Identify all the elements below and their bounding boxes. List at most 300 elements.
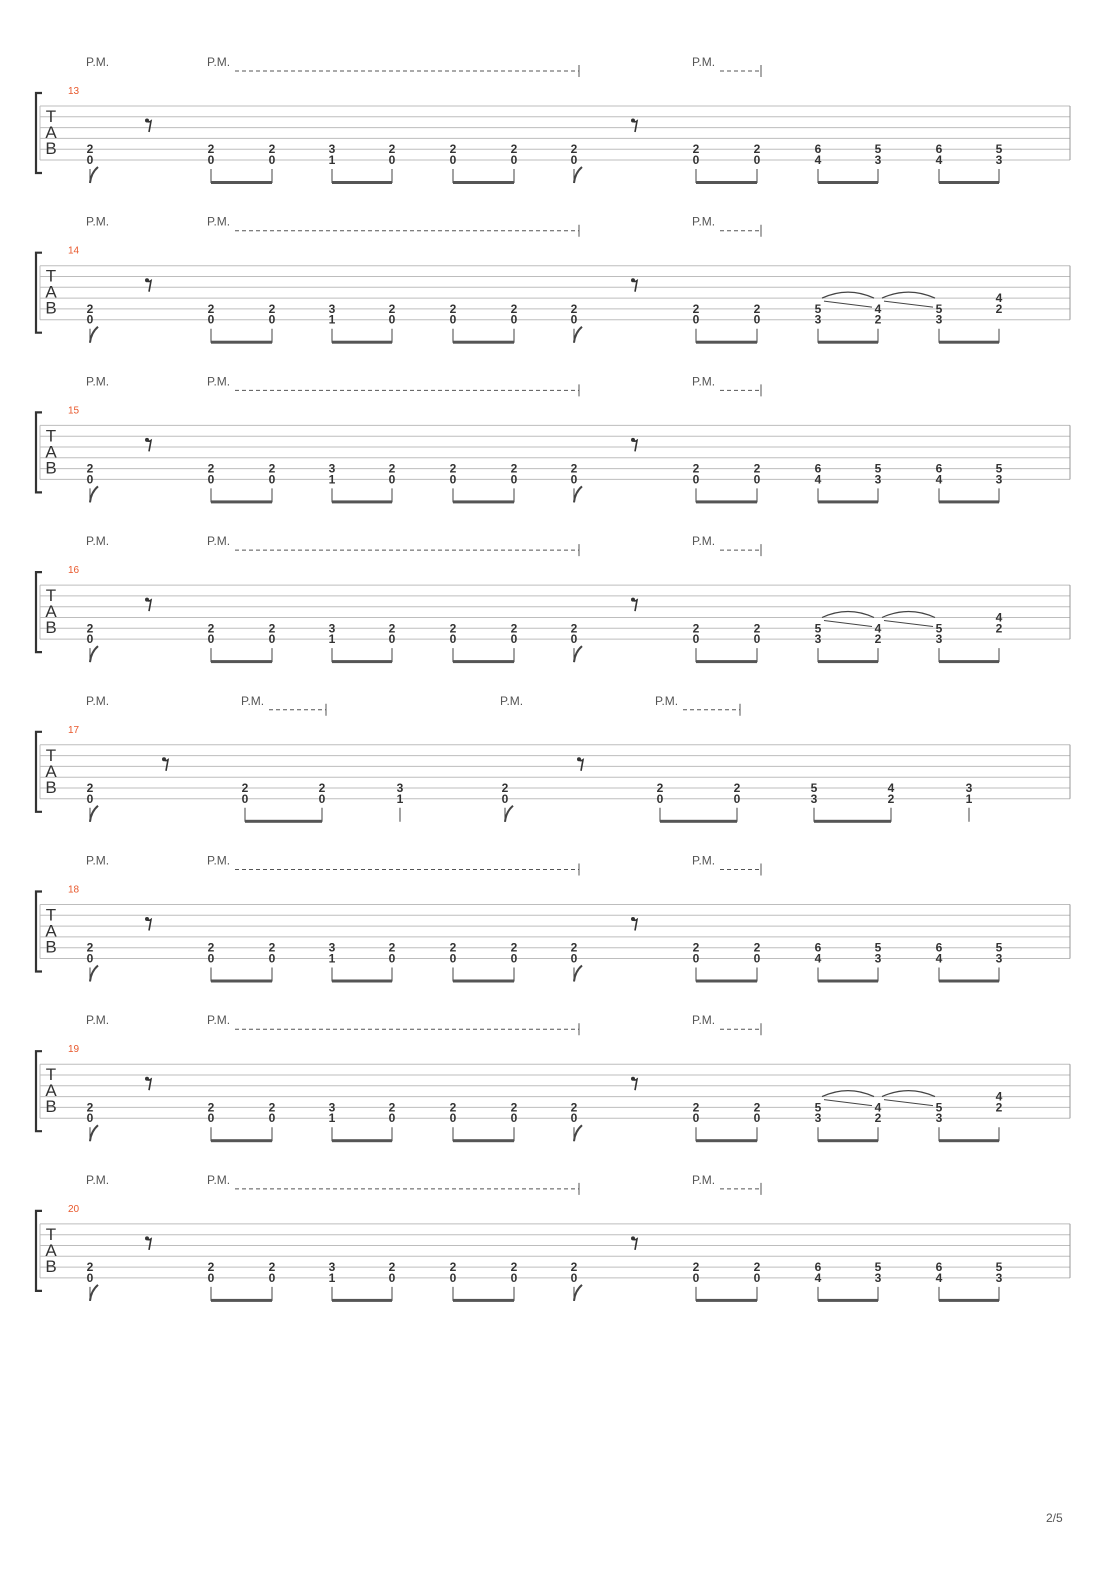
note-beam — [332, 660, 392, 663]
eighth-rest-dot — [145, 917, 149, 921]
fret-number: 2 — [388, 301, 396, 316]
fret-number: 4 — [935, 951, 943, 966]
note-beam — [332, 500, 392, 503]
fret-number: 4 — [814, 153, 822, 167]
tab-clef-letter: A — [45, 1081, 57, 1101]
tab-clef-letter: T — [45, 426, 57, 446]
palm-mute-label: P.M. — [692, 374, 716, 389]
fret-number: 2 — [887, 791, 895, 806]
note-flag — [90, 966, 98, 982]
fret-number: 3 — [328, 1100, 336, 1115]
note-flag — [574, 486, 582, 502]
fret-number: 2 — [449, 461, 457, 476]
fret-number: 0 — [692, 472, 700, 487]
palm-mute-label: P.M. — [655, 693, 679, 708]
fret-number: 2 — [268, 1100, 276, 1115]
fret-number: 3 — [810, 791, 818, 806]
note-beam — [211, 980, 272, 983]
fret-number: 2 — [86, 461, 94, 476]
fret-number: 2 — [268, 142, 276, 157]
fret-number: 0 — [733, 791, 741, 806]
fret-number: 2 — [86, 621, 94, 636]
fret-number: 2 — [692, 142, 700, 157]
fret-number: 2 — [86, 1260, 94, 1275]
eighth-rest-dot — [631, 1077, 635, 1081]
note-beam — [818, 660, 878, 663]
note-beam — [939, 980, 999, 983]
fret-number: 3 — [874, 951, 882, 966]
fret-number: 0 — [86, 312, 94, 327]
fret-number: 2 — [268, 940, 276, 955]
fret-number: 3 — [874, 472, 882, 487]
eighth-rest-dot — [145, 1077, 149, 1081]
tab-clef-letter: T — [45, 905, 57, 925]
note-beam — [696, 341, 757, 344]
fret-number: 2 — [753, 1260, 761, 1275]
palm-mute-label: P.M. — [500, 693, 524, 708]
tab-system-13 — [36, 55, 1070, 184]
note-beam — [814, 820, 891, 823]
palm-mute-label: P.M. — [692, 1013, 716, 1028]
measure-number: 15 — [68, 405, 80, 417]
tab-system-18 — [36, 854, 1070, 983]
fret-number: 0 — [388, 1111, 396, 1126]
palm-mute-label: P.M. — [86, 534, 110, 549]
tab-clef-letter: A — [45, 123, 57, 142]
fret-number: 0 — [510, 1270, 518, 1285]
note-beam — [211, 1299, 272, 1302]
fret-number: 0 — [501, 791, 509, 806]
measure-number: 17 — [68, 724, 80, 736]
fret-number: 2 — [449, 1100, 457, 1115]
measure-number: 19 — [68, 1044, 80, 1056]
fret-number: 3 — [328, 142, 336, 157]
fret-number: 2 — [501, 781, 509, 795]
palm-mute-label: P.M. — [207, 1013, 231, 1028]
palm-mute-label: P.M. — [207, 1172, 231, 1187]
fret-number: 2 — [268, 461, 276, 476]
fret-number: 0 — [207, 632, 215, 647]
fret-number: 3 — [935, 632, 943, 647]
note-beam — [332, 1299, 392, 1302]
note-beam — [696, 660, 757, 663]
fret-number: 3 — [995, 1270, 1003, 1285]
palm-mute-label: P.M. — [692, 534, 716, 549]
fret-number: 3 — [965, 781, 973, 795]
fret-number: 0 — [510, 632, 518, 647]
fret-number: 4 — [814, 1270, 822, 1285]
fret-number: 0 — [86, 1270, 94, 1285]
fret-number: 0 — [692, 632, 700, 647]
fret-number: 0 — [268, 153, 276, 167]
fret-number: 2 — [86, 142, 94, 157]
fret-number: 0 — [207, 1111, 215, 1126]
fret-number: 6 — [935, 461, 943, 476]
measure-number: 16 — [68, 565, 80, 577]
fret-number: 0 — [86, 791, 94, 806]
eighth-rest-dot — [145, 438, 149, 442]
fret-number: 6 — [814, 461, 822, 476]
fret-number: 0 — [570, 951, 578, 966]
fret-number: 0 — [86, 472, 94, 487]
fret-number: 4 — [935, 1270, 943, 1285]
fret-number: 5 — [935, 1100, 943, 1115]
fret-number: 2 — [388, 940, 396, 955]
fret-number: 0 — [268, 1270, 276, 1285]
slide-line — [824, 301, 872, 307]
tab-clef-letter: A — [45, 761, 57, 781]
fret-number: 1 — [328, 632, 336, 647]
fret-number: 2 — [510, 1260, 518, 1275]
fret-number: 2 — [995, 1100, 1003, 1115]
slur-arc — [882, 292, 935, 298]
fret-number: 0 — [753, 1111, 761, 1126]
fret-number: 0 — [753, 632, 761, 647]
note-beam — [696, 181, 757, 184]
note-flag — [574, 966, 582, 982]
eighth-rest-dot — [145, 119, 149, 123]
note-beam — [696, 500, 757, 503]
fret-number: 2 — [570, 301, 578, 316]
fret-number: 0 — [388, 951, 396, 966]
fret-number: 3 — [935, 1111, 943, 1126]
note-beam — [453, 341, 514, 344]
fret-number: 0 — [388, 472, 396, 487]
fret-number: 0 — [510, 472, 518, 487]
palm-mute-label: P.M. — [86, 1172, 110, 1187]
fret-number: 0 — [388, 312, 396, 327]
note-flag — [90, 486, 98, 502]
fret-number: 2 — [753, 1100, 761, 1115]
fret-number: 0 — [692, 312, 700, 327]
slide-line — [884, 1100, 933, 1106]
system-bracket — [36, 412, 42, 492]
palm-mute-label: P.M. — [692, 55, 716, 69]
fret-number: 2 — [510, 621, 518, 636]
fret-number: 0 — [510, 153, 518, 167]
note-beam — [818, 181, 878, 184]
palm-mute-label: P.M. — [207, 534, 231, 549]
fret-number: 2 — [241, 781, 249, 795]
fret-number: 0 — [388, 1270, 396, 1285]
fret-number: 2 — [207, 1100, 215, 1115]
fret-number: 3 — [328, 940, 336, 955]
fret-number: 2 — [570, 1260, 578, 1275]
eighth-rest-dot — [162, 757, 166, 761]
slur-arc — [882, 612, 935, 618]
fret-number: 0 — [753, 951, 761, 966]
palm-mute-label: P.M. — [692, 1172, 716, 1187]
fret-number: 2 — [692, 461, 700, 476]
eighth-rest-dot — [145, 1236, 149, 1240]
note-beam — [939, 1299, 999, 1302]
fret-number: 3 — [935, 312, 943, 327]
palm-mute-label: P.M. — [207, 374, 231, 389]
note-flag — [90, 1125, 98, 1141]
fret-number: 2 — [874, 1111, 882, 1126]
fret-number: 5 — [935, 301, 943, 316]
fret-number: 0 — [388, 632, 396, 647]
page-number: 2/5 — [1046, 1511, 1063, 1525]
fret-number: 2 — [692, 621, 700, 636]
tab-clef-letter: A — [45, 282, 57, 302]
note-beam — [818, 341, 878, 344]
eighth-rest-dot — [577, 757, 581, 761]
note-beam — [939, 660, 999, 663]
slur-arc — [882, 1091, 935, 1097]
fret-number: 3 — [814, 632, 822, 647]
fret-number: 0 — [449, 1111, 457, 1126]
slur-arc — [822, 1091, 874, 1097]
fret-number: 2 — [449, 940, 457, 955]
note-beam — [818, 500, 878, 503]
fret-number: 0 — [449, 312, 457, 327]
fret-number: 5 — [995, 1260, 1003, 1275]
system-bracket — [36, 572, 42, 652]
tab-clef-letter: B — [45, 458, 57, 478]
fret-number: 0 — [86, 153, 94, 167]
fret-number: 2 — [753, 301, 761, 316]
fret-number: 2 — [86, 781, 94, 795]
note-beam — [332, 980, 392, 983]
system-bracket — [36, 892, 42, 972]
palm-mute-label: P.M. — [86, 214, 110, 229]
tab-clef-letter: T — [45, 107, 57, 126]
fret-number: 2 — [449, 301, 457, 316]
note-beam — [939, 341, 999, 344]
fret-number: 6 — [814, 1260, 822, 1275]
system-bracket — [36, 93, 42, 173]
fret-number: 0 — [753, 472, 761, 487]
tab-system-16 — [36, 534, 1070, 663]
palm-mute-label: P.M. — [86, 374, 110, 389]
note-beam — [211, 341, 272, 344]
fret-number: 2 — [86, 1100, 94, 1115]
fret-number: 0 — [86, 1111, 94, 1126]
fret-number: 0 — [268, 312, 276, 327]
fret-number: 1 — [328, 312, 336, 327]
system-bracket — [36, 732, 42, 812]
note-beam — [453, 181, 514, 184]
fret-number: 5 — [814, 301, 822, 316]
fret-number: 4 — [874, 301, 882, 316]
fret-number: 2 — [995, 301, 1003, 316]
fret-number: 0 — [449, 1270, 457, 1285]
fret-number: 2 — [510, 301, 518, 316]
fret-number: 1 — [328, 1111, 336, 1126]
palm-mute-label: P.M. — [86, 1013, 110, 1028]
note-flag — [90, 806, 98, 822]
fret-number: 4 — [995, 1089, 1003, 1104]
tab-clef-letter: B — [45, 1256, 57, 1276]
note-flag — [574, 1125, 582, 1141]
fret-number: 0 — [570, 1270, 578, 1285]
tab-clef-letter: B — [45, 298, 57, 318]
tab-system-15 — [36, 374, 1070, 503]
fret-number: 6 — [935, 142, 943, 157]
fret-number: 2 — [570, 142, 578, 157]
note-flag — [90, 167, 98, 183]
fret-number: 2 — [692, 940, 700, 955]
note-flag — [574, 167, 582, 183]
eighth-rest-dot — [145, 598, 149, 602]
tab-system-17 — [36, 694, 1070, 823]
fret-number: 2 — [449, 142, 457, 157]
fret-number: 3 — [328, 1260, 336, 1275]
fret-number: 5 — [995, 940, 1003, 955]
tab-clef-letter: B — [45, 777, 57, 797]
tab-clef-letter: B — [45, 937, 57, 957]
fret-number: 0 — [692, 951, 700, 966]
fret-number: 0 — [692, 153, 700, 167]
eighth-rest-dot — [631, 438, 635, 442]
fret-number: 2 — [388, 461, 396, 476]
tab-clef-letter: T — [45, 1065, 57, 1085]
fret-number: 0 — [86, 951, 94, 966]
slide-line — [824, 621, 872, 627]
fret-number: 2 — [86, 940, 94, 955]
fret-number: 0 — [510, 1111, 518, 1126]
fret-number: 4 — [935, 153, 943, 167]
fret-number: 3 — [396, 781, 404, 795]
note-beam — [332, 181, 392, 184]
note-beam — [453, 1139, 514, 1142]
slide-line — [824, 1100, 872, 1106]
fret-number: 2 — [753, 940, 761, 955]
fret-number: 0 — [207, 472, 215, 487]
note-flag — [90, 327, 98, 343]
fret-number: 0 — [268, 472, 276, 487]
tab-clef-letter: A — [45, 442, 57, 462]
fret-number: 6 — [814, 940, 822, 955]
eighth-rest-dot — [145, 278, 149, 282]
note-beam — [939, 1139, 999, 1142]
fret-number: 2 — [753, 142, 761, 157]
note-beam — [660, 820, 737, 823]
fret-number: 2 — [86, 301, 94, 316]
measure-number: 13 — [68, 86, 80, 97]
fret-number: 0 — [268, 951, 276, 966]
fret-number: 2 — [207, 461, 215, 476]
fret-number: 4 — [814, 472, 822, 487]
fret-number: 2 — [692, 301, 700, 316]
note-beam — [453, 660, 514, 663]
fret-number: 0 — [318, 791, 326, 806]
note-beam — [696, 980, 757, 983]
fret-number: 0 — [241, 791, 249, 806]
slur-arc — [822, 292, 874, 298]
fret-number: 0 — [753, 312, 761, 327]
fret-number: 2 — [874, 312, 882, 327]
fret-number: 2 — [874, 632, 882, 647]
fret-number: 4 — [887, 781, 895, 795]
note-flag — [574, 646, 582, 662]
fret-number: 0 — [388, 153, 396, 167]
fret-number: 0 — [207, 1270, 215, 1285]
fret-number: 2 — [207, 142, 215, 157]
fret-number: 0 — [570, 632, 578, 647]
note-beam — [332, 1139, 392, 1142]
note-beam — [211, 181, 272, 184]
fret-number: 1 — [328, 153, 336, 167]
fret-number: 2 — [449, 621, 457, 636]
note-beam — [453, 1299, 514, 1302]
system-bracket — [36, 1051, 42, 1131]
fret-number: 1 — [328, 472, 336, 487]
slide-line — [884, 621, 933, 627]
palm-mute-label: P.M. — [207, 55, 231, 69]
fret-number: 2 — [268, 621, 276, 636]
fret-number: 5 — [995, 461, 1003, 476]
fret-number: 1 — [328, 1270, 336, 1285]
tab-clef-letter: T — [45, 745, 57, 765]
fret-number: 0 — [449, 153, 457, 167]
note-beam — [453, 980, 514, 983]
fret-number: 2 — [570, 940, 578, 955]
fret-number: 0 — [692, 1111, 700, 1126]
fret-number: 2 — [692, 1260, 700, 1275]
fret-number: 0 — [570, 472, 578, 487]
fret-number: 0 — [449, 472, 457, 487]
slur-arc — [822, 612, 874, 618]
fret-number: 2 — [753, 461, 761, 476]
note-beam — [211, 660, 272, 663]
eighth-rest-dot — [631, 119, 635, 123]
note-flag — [574, 327, 582, 343]
fret-number: 2 — [995, 621, 1003, 636]
fret-number: 2 — [570, 461, 578, 476]
note-beam — [696, 1299, 757, 1302]
eighth-rest-dot — [631, 278, 635, 282]
fret-number: 2 — [388, 1260, 396, 1275]
tab-system-19 — [36, 1013, 1070, 1142]
fret-number: 2 — [388, 1100, 396, 1115]
note-beam — [818, 980, 878, 983]
note-beam — [939, 500, 999, 503]
palm-mute-label: P.M. — [86, 55, 110, 69]
fret-number: 2 — [656, 781, 664, 795]
fret-number: 2 — [510, 1100, 518, 1115]
note-beam — [818, 1299, 878, 1302]
tab-system-14 — [36, 215, 1070, 344]
fret-number: 2 — [207, 301, 215, 316]
fret-number: 2 — [207, 621, 215, 636]
fret-number: 2 — [570, 621, 578, 636]
fret-number: 1 — [328, 951, 336, 966]
fret-number: 0 — [753, 153, 761, 167]
fret-number: 1 — [965, 791, 973, 806]
fret-number: 5 — [814, 621, 822, 636]
fret-number: 3 — [328, 301, 336, 316]
note-beam — [696, 1139, 757, 1142]
fret-number: 3 — [814, 312, 822, 327]
fret-number: 2 — [268, 1260, 276, 1275]
fret-number: 5 — [810, 781, 818, 795]
note-flag — [505, 806, 513, 822]
fret-number: 0 — [570, 312, 578, 327]
fret-number: 2 — [388, 621, 396, 636]
tab-clef-letter: B — [45, 139, 57, 158]
fret-number: 3 — [814, 1111, 822, 1126]
fret-number: 5 — [935, 621, 943, 636]
fret-number: 4 — [995, 291, 1003, 306]
eighth-rest-dot — [631, 917, 635, 921]
tab-clef-letter: T — [45, 586, 57, 606]
fret-number: 2 — [449, 1260, 457, 1275]
tab-clef-letter: B — [45, 618, 57, 638]
fret-number: 6 — [935, 940, 943, 955]
eighth-rest-dot — [631, 598, 635, 602]
